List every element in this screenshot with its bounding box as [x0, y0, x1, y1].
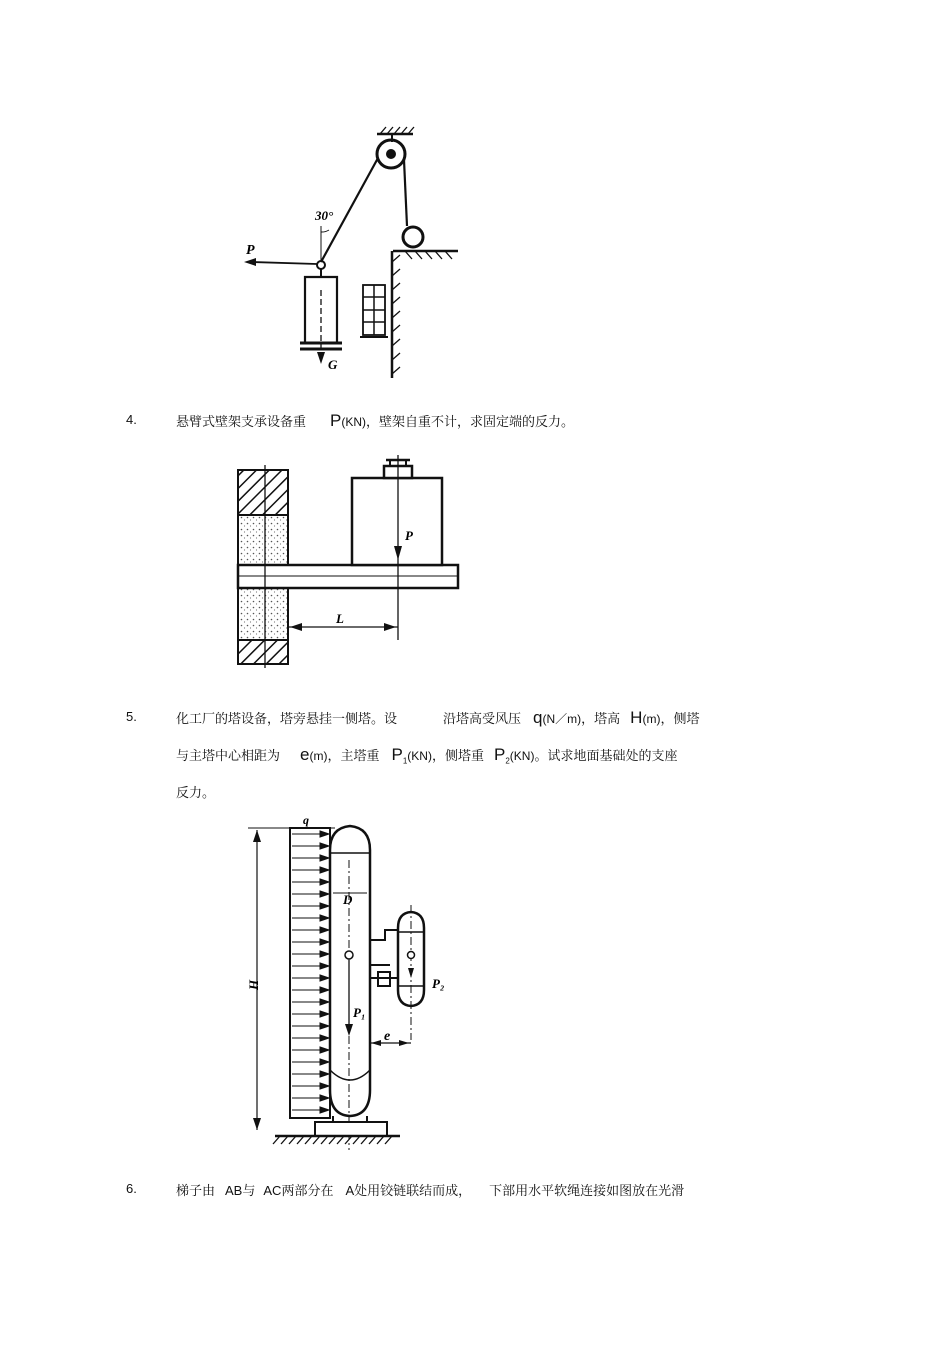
wind-arrow-head	[320, 915, 329, 921]
p6-t2: 与	[242, 1184, 256, 1199]
p6-t1: 梯子由	[176, 1184, 216, 1199]
wind-arrow-head	[320, 1047, 329, 1053]
p5-sub-1: 1	[402, 756, 408, 766]
p5-unit-m: (m)	[642, 712, 661, 726]
h-label: H	[246, 979, 261, 990]
problem-6-number: 6.	[126, 1181, 137, 1196]
p5-unit-q: (N／m)	[542, 712, 582, 726]
length-l-label: L	[336, 611, 344, 626]
problem-4-number: 4.	[126, 412, 137, 427]
q-label: q	[303, 813, 309, 827]
p5-l2-c: ，侧塔重	[431, 749, 484, 764]
d-label: D	[343, 892, 353, 907]
wind-arrow-head	[320, 891, 329, 897]
wind-arrow-head	[320, 855, 329, 861]
p6-t4: 处用铰链联结而成，	[354, 1184, 472, 1199]
p5-l1-c: ，塔高	[581, 712, 621, 727]
p6-ac: AC	[263, 1183, 282, 1198]
p4-unit: (KN)	[341, 415, 367, 429]
p5-l2-b: ，主塔重	[327, 749, 380, 764]
wind-arrow-head	[320, 975, 329, 981]
p5-var-h: H	[630, 708, 643, 727]
p6-a: A	[345, 1183, 355, 1198]
p5-l1-b: 沿塔高受风压	[443, 712, 522, 727]
p5-l2-d: 。试求地面基础处的支座	[534, 749, 678, 764]
wind-arrow-head	[320, 927, 329, 933]
wind-arrow-head	[320, 939, 329, 945]
p5-unit-p2: (KN)	[509, 749, 535, 763]
p6-ab: AB	[225, 1183, 243, 1198]
p5-l1-a: 化工厂的塔设备，塔旁悬挂一侧塔。设	[176, 712, 398, 727]
wind-arrow-head	[320, 987, 329, 993]
p5-var-p2: P	[493, 745, 506, 764]
p4-text-b: ，壁架自重不计，求固定端的反力。	[366, 415, 575, 430]
p2-label: P₂	[432, 976, 445, 991]
p4-text-a: 悬臂式壁架支承设备重	[176, 415, 307, 430]
wind-arrow-head	[320, 1011, 329, 1017]
p5-l1-d: ，侧塔	[660, 712, 700, 727]
p5-unit-p1: (KN)	[407, 749, 432, 763]
wind-arrow-head	[320, 1083, 329, 1089]
wind-arrow-head	[320, 879, 329, 885]
weight-g-label: G	[328, 357, 338, 372]
p5-unit-e: (m)	[309, 749, 328, 763]
wind-arrow-head	[320, 1035, 329, 1041]
p5-var-p1: P	[391, 745, 403, 764]
wind-arrow-head	[320, 867, 329, 873]
p6-t5: 下部用水平软绳连接如图放在光滑	[489, 1184, 685, 1199]
wind-arrow-head	[320, 1095, 329, 1101]
wind-arrow-head	[320, 963, 329, 969]
e-label: e	[384, 1029, 391, 1044]
force-p-label: P	[246, 243, 255, 258]
p5-var-e: e	[300, 745, 310, 764]
p5-l2-a: 与主塔中心相距为	[176, 749, 281, 764]
problem-5-number: 5.	[126, 709, 137, 724]
wind-arrow-head	[320, 843, 329, 849]
wind-arrow-head	[320, 903, 329, 909]
wind-arrow-head	[320, 999, 329, 1005]
force-p-label-2: P	[405, 528, 413, 543]
wind-arrow-head	[320, 1059, 329, 1065]
wind-arrow-head	[320, 1023, 329, 1029]
angle-label: 30°	[315, 208, 334, 223]
p1-label: P₁	[353, 1005, 366, 1020]
problem-6-text	[176, 1180, 684, 1199]
p4-var-p: P	[330, 411, 342, 430]
wind-arrow-head	[320, 1107, 329, 1113]
wind-arrow-head	[320, 1071, 329, 1077]
problem-5-line-3: 反力。	[176, 786, 216, 801]
p5-var-q: q	[533, 708, 543, 727]
p5-sub-2: 2	[505, 756, 510, 766]
p6-t3: 两部分在	[281, 1184, 334, 1199]
wind-arrow-head	[320, 951, 329, 957]
wind-arrow-head	[320, 831, 329, 837]
